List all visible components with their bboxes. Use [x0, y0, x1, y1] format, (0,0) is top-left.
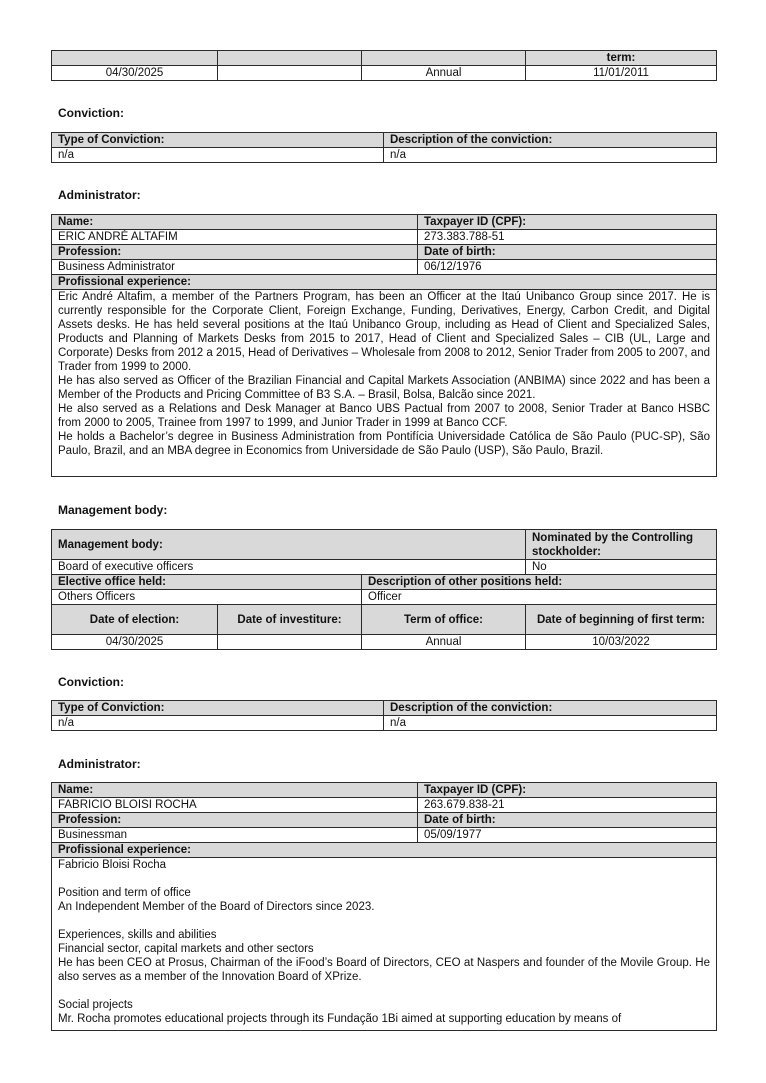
profession-label: Profession: — [52, 813, 418, 828]
experience-line: Position and term of office — [58, 887, 191, 899]
type-of-conviction-label: Type of Conviction: — [52, 133, 384, 148]
date-of-investiture-value — [218, 635, 362, 650]
date-of-birth-value: 06/12/1976 — [418, 260, 717, 275]
section-title-management-body: Management body: — [58, 503, 168, 517]
description-of-conviction-value: n/a — [384, 716, 717, 731]
experience-line: Mr. Rocha promotes educational projects through its Fundação 1Bi aimed at supporting education by means of — [58, 1013, 622, 1025]
section-title-administrator: Administrator: — [58, 757, 141, 771]
administrator-table — [51, 782, 717, 1031]
experience-paragraph: He also served as a Relations and Desk Manager at Banco UBS Pactual from 2007 to 2008, Senior Trader at Banco HSBC from 2000 to 2005, Trainee from 1997 to 1999, and Junior Trader in 1999 at Banco CCF. — [58, 403, 710, 429]
date-of-investiture-value — [218, 66, 362, 81]
experience-label: Profissional experience: — [52, 275, 717, 290]
experience-paragraph: He has also served as Officer of the Brazilian Financial and Capital Markets Association (ANBIMA) since 2022 and has been a Member of the Products and Pricing Committee of B3 S.A. – Brasil, Bolsa, Balcão since 2021. — [58, 375, 710, 401]
cpf-label: Taxpayer ID (CPF): — [418, 215, 717, 230]
profession-value: Businessman — [52, 828, 418, 843]
other-positions-value: Officer — [362, 590, 717, 605]
profession-value: Business Administrator — [52, 260, 418, 275]
first-term-label: Date of beginning of first term: — [526, 605, 717, 635]
header-cell — [362, 51, 526, 66]
experience-label: Profissional experience: — [52, 843, 717, 858]
date-of-election-value: 04/30/2025 — [52, 66, 218, 81]
management-body-value: Board of executive officers — [52, 560, 526, 575]
date-of-birth-label: Date of birth: — [418, 245, 717, 260]
nominated-label: Nominated by the Controlling stockholder: — [526, 530, 717, 560]
experience-line: Fabricio Bloisi Rocha — [58, 859, 167, 871]
top-continuation-table — [51, 50, 717, 81]
header-cell — [52, 51, 218, 66]
administrator-table — [51, 214, 717, 477]
name-value: ERIC ANDRÉ ALTAFIM — [52, 230, 418, 245]
first-term-value: 11/01/2011 — [526, 66, 717, 81]
date-of-election-label: Date of election: — [52, 605, 218, 635]
description-of-conviction-label: Description of the conviction: — [384, 701, 717, 716]
section-title-conviction: Conviction: — [58, 675, 124, 689]
conviction-table — [51, 700, 717, 731]
header-cell-term: term: — [526, 51, 717, 66]
date-of-investiture-label: Date of investiture: — [218, 605, 362, 635]
name-label: Name: — [52, 783, 418, 798]
name-value: FABRICIO BLOISI ROCHA — [52, 798, 418, 813]
elective-office-label: Elective office held: — [52, 575, 362, 590]
type-of-conviction-value: n/a — [52, 148, 384, 163]
term-of-office-value: Annual — [362, 635, 526, 650]
term-of-office-value: Annual — [362, 66, 526, 81]
first-term-value: 10/03/2022 — [526, 635, 717, 650]
header-cell — [218, 51, 362, 66]
date-of-election-value: 04/30/2025 — [52, 635, 218, 650]
cpf-value: 263.679.838-21 — [418, 798, 717, 813]
elective-office-value: Others Officers — [52, 590, 362, 605]
experience-paragraph: He holds a Bachelor’s degree in Business Administration from Pontifícia Universidade Católica de São Paulo (PUC-SP), São Paulo, Brazil, and an MBA degree in Economics from Universidade de São Paulo (USP), São Paulo, Brazil. — [58, 431, 710, 457]
description-of-conviction-label: Description of the conviction: — [384, 133, 717, 148]
date-of-birth-value: 05/09/1977 — [418, 828, 717, 843]
profession-label: Profession: — [52, 245, 418, 260]
date-of-birth-label: Date of birth: — [418, 813, 717, 828]
experience-text — [52, 858, 717, 1031]
type-of-conviction-label: Type of Conviction: — [52, 701, 384, 716]
description-of-conviction-value: n/a — [384, 148, 717, 163]
experience-paragraph: Eric André Altafim, a member of the Partners Program, has been an Officer at the Itaú Unibanco Group since 2017. He is currently responsible for the Corporate Client, Foreign Exchange, Funding, Derivatives, Energy, Carbon Credit, and Digital Assets desks. He has held several positions at the Itaú Unibanco Group, including as Head of Client and Specialized Sales, Products and Planning of Markets Desks from 2015 to 2017, Head of Client and Specialized Sales – CIB (UL, Large and Corporate) Desks from 2012 a 2015, Head of Derivatives – Wholesale from 2008 to 2012, Senior Trader from 2005 to 2007, and Trader from 1999 to 2000. — [58, 291, 710, 373]
conviction-table — [51, 132, 717, 163]
experience-line: Social projects — [58, 999, 133, 1011]
experience-line: An Independent Member of the Board of Directors since 2023. — [58, 901, 375, 913]
type-of-conviction-value: n/a — [52, 716, 384, 731]
cpf-value: 273.383.788-51 — [418, 230, 717, 245]
name-label: Name: — [52, 215, 418, 230]
term-of-office-label: Term of office: — [362, 605, 526, 635]
management-body-table — [51, 529, 717, 650]
experience-line: Financial sector, capital markets and other sectors — [58, 943, 314, 955]
other-positions-label: Description of other positions held: — [362, 575, 717, 590]
experience-line: He has been CEO at Prosus, Chairman of the iFood’s Board of Directors, CEO at Naspers and founder of the Movile Group. He also serves as a member of the Innovation Board of XPrize. — [58, 957, 710, 983]
cpf-label: Taxpayer ID (CPF): — [418, 783, 717, 798]
experience-text — [52, 290, 717, 477]
experience-line: Experiences, skills and abilities — [58, 929, 217, 941]
section-title-conviction: Conviction: — [58, 106, 124, 120]
nominated-value: No — [526, 560, 717, 575]
management-body-label: Management body: — [52, 530, 526, 560]
section-title-administrator: Administrator: — [58, 188, 141, 202]
